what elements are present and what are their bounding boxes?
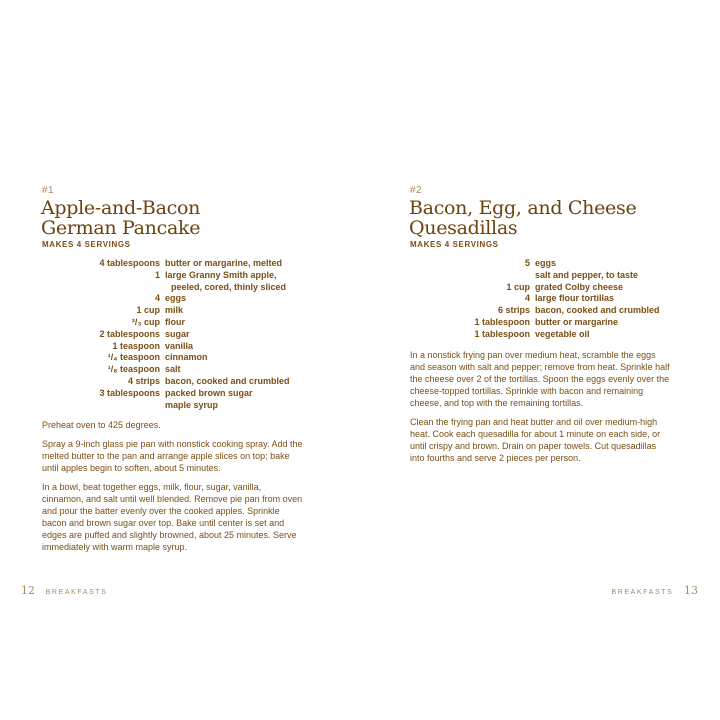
servings-label: MAKES 4 SERVINGS (410, 240, 499, 249)
ingredient-quantity: ²/₃ cup (131, 316, 160, 327)
ingredient-quantity (60, 282, 165, 294)
ingredient-quantity: ¹/₄ teaspoon (107, 352, 160, 363)
ingredient-row (430, 305, 660, 317)
recipe-title (409, 198, 636, 238)
ingredient-item: vanilla (165, 340, 194, 351)
direction-paragraph: Spray a 9-inch glass pie pan with nonstick cooking spray. Add the melted butter to the pan and arrange apple slices on top; bake until apples begin to soften, about 5 minutes. (42, 439, 303, 473)
ingredient-row (60, 293, 290, 305)
title-line: Bacon, Egg, and Cheese (409, 197, 637, 219)
section-name: BREAKFASTS (611, 589, 674, 596)
ingredient-row (430, 317, 660, 329)
ingredient-quantity: 1 teaspoon (112, 340, 160, 351)
ingredient-item: eggs (535, 258, 557, 268)
ingredient-item: vegetable oil (535, 328, 590, 339)
ingredient-item: salt (165, 364, 181, 375)
ingredients-list (60, 258, 290, 411)
ingredient-item: cinnamon (165, 352, 208, 363)
ingredient-item: large flour tortillas (535, 293, 615, 304)
page-number: 13 (684, 584, 698, 597)
title-line: Quesadillas (409, 217, 518, 239)
ingredient-item: salt and pepper, to taste (535, 269, 639, 280)
ingredient-quantity (60, 400, 165, 412)
ingredient-row (430, 258, 660, 270)
direction-paragraph: In a bowl, beat together eggs, milk, flour, sugar, vanilla, cinnamon, and salt until well blended. Remove pie pan from oven and pour the batter evenly over the cooked apples. Sprinkle bacon and brown sugar over top. Bake until center is set and edges are puffed and slightly browned, about 25 minutes. Serve immediately with warm maple syrup. (42, 482, 303, 552)
ingredient-row (60, 317, 290, 329)
ingredient-row (60, 388, 290, 400)
recipe-number: #1 (42, 185, 55, 196)
directions (42, 419, 304, 560)
ingredient-quantity: 4 (524, 293, 530, 304)
ingredient-item: grated Colby cheese (535, 281, 624, 292)
recipe-title (41, 198, 200, 238)
ingredient-item: maple syrup (165, 399, 219, 410)
direction-paragraph: Preheat oven to 425 degrees. (42, 420, 161, 430)
ingredient-item: sugar (165, 328, 190, 339)
title-line: German Pancake (41, 217, 201, 239)
recipe-number: #2 (410, 185, 423, 196)
ingredients-list (430, 258, 660, 341)
ingredient-item: bacon, cooked and crumbled (165, 375, 290, 386)
ingredient-quantity: 4 (154, 293, 160, 304)
ingredient-quantity: 1 tablespoon (474, 328, 530, 339)
ingredient-item: bacon, cooked and crumbled (535, 305, 660, 316)
ingredient-row (60, 352, 290, 364)
directions (410, 349, 672, 471)
direction-paragraph: In a nonstick frying pan over medium heat, scramble the eggs and season with salt and pepper; remove from heat. Sprinkle half the cheese over 2 of the tortillas. Spoon the eggs evenly over the cheese-topped tortillas. Sprinkle with bacon and remaining cheese, and top with the remaining tortillas. (410, 350, 670, 408)
ingredient-quantity: ¹/₈ teaspoon (107, 364, 160, 375)
ingredient-item: butter or margarine (535, 316, 619, 327)
ingredient-row (60, 400, 290, 412)
ingredient-row (430, 270, 660, 282)
right-page (360, 0, 720, 720)
ingredient-quantity: 2 tablespoons (99, 328, 160, 339)
ingredient-row (60, 282, 290, 294)
ingredient-item: large Granny Smith apple, (165, 269, 277, 280)
ingredient-row (60, 305, 290, 317)
ingredient-quantity (430, 270, 535, 282)
ingredient-item: packed brown sugar (165, 387, 253, 398)
ingredient-item: milk (165, 305, 184, 316)
ingredient-quantity: 1 cup (136, 305, 160, 316)
ingredient-quantity: 1 tablespoon (474, 316, 530, 327)
direction-paragraph: Clean the frying pan and heat butter and oil over medium-high heat. Cook each quesadilla for about 1 minute on each side, or until crispy and brown. Drain on paper towels. Cut quesadillas into fourths and serve 2 pieces per person. (410, 417, 661, 463)
ingredient-quantity: 6 strips (497, 305, 530, 316)
ingredient-row (430, 293, 660, 305)
ingredient-row (60, 258, 290, 270)
title-line: Apple-and-Bacon (41, 197, 201, 219)
ingredient-row (60, 341, 290, 353)
page-footer (21, 584, 108, 597)
ingredient-quantity: 1 (154, 269, 160, 280)
servings-label: MAKES 4 SERVINGS (42, 240, 131, 249)
ingredient-row (430, 329, 660, 341)
ingredient-item: eggs (165, 293, 187, 304)
ingredient-quantity: 1 cup (506, 281, 530, 292)
ingredient-quantity: 3 tablespoons (99, 387, 160, 398)
ingredient-row (60, 270, 290, 282)
ingredient-row (60, 329, 290, 341)
ingredient-quantity: 5 (524, 258, 530, 268)
ingredient-quantity: 4 tablespoons (99, 258, 160, 268)
ingredient-row (60, 376, 290, 388)
ingredient-item: peeled, cored, thinly sliced (171, 281, 287, 292)
ingredient-item: flour (165, 316, 185, 327)
page-number: 12 (21, 584, 35, 597)
ingredient-item: butter or margarine, melted (165, 258, 283, 268)
ingredient-row (60, 364, 290, 376)
section-name: BREAKFASTS (45, 589, 108, 596)
ingredient-row (430, 282, 660, 294)
page-footer (611, 584, 698, 597)
ingredient-quantity: 4 strips (127, 375, 160, 386)
